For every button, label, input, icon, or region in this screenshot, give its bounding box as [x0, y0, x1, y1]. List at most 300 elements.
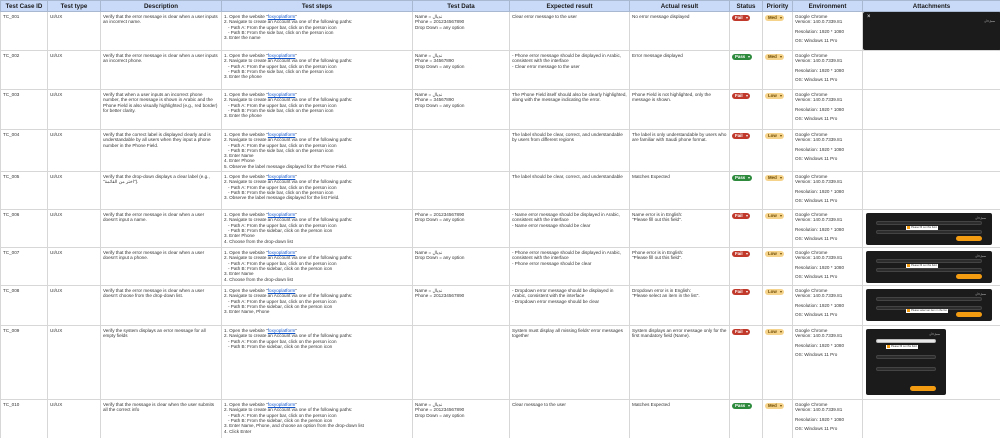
test-step-line: 2. Navigate to create an Account via one of the following paths: [224, 179, 353, 185]
environment-cell[interactable] [793, 90, 863, 130]
priority-cell [763, 210, 793, 248]
status-cell [730, 286, 763, 326]
step-text: " [295, 92, 297, 97]
environment-cell[interactable] [793, 12, 863, 51]
actual-cell[interactable] [630, 326, 730, 400]
data-cell[interactable] [413, 286, 510, 326]
status-cell [730, 326, 763, 400]
description-cell[interactable]: Verify that when a user inputs an incorrect phone number, the error message is shown in Arabic and the Phone Field is also visually highlighted (e.g., red border) for better clarity. [101, 90, 222, 130]
table-row [1, 286, 1000, 326]
warning-icon [887, 345, 890, 348]
table-row [1, 12, 1000, 51]
header-row [1, 1, 1000, 12]
environment-line: Google Chrome [795, 288, 828, 294]
submit-button-preview [956, 236, 982, 241]
data-cell-line: Phone = 20123456789​0 [415, 19, 465, 25]
status-cell [730, 90, 763, 130]
test-case-id-cell[interactable]: TC_004 [1, 130, 48, 172]
actual-cell[interactable] [630, 286, 730, 326]
tooltip-text: Please fill out this field. [891, 345, 918, 349]
actual-cell-line: Error message displayed [632, 53, 683, 58]
website-link[interactable]: foxyoplatform [267, 132, 296, 137]
environment-cell[interactable] [793, 210, 863, 248]
data-cell-line: Name = نديال [415, 250, 443, 256]
test-case-id-cell[interactable]: TC_003 [1, 90, 48, 130]
table-body [1, 12, 1000, 438]
environment-line: Resolution: 1920 * 1080 [795, 416, 845, 422]
environment-line: Google Chrome [795, 53, 828, 58]
actual-cell-line: Matches Expected [632, 402, 670, 408]
test-case-id-cell[interactable]: TC_010 [1, 400, 48, 438]
test-type-cell[interactable]: UI/UX [48, 90, 101, 130]
step-text: 1. Open the website " [224, 328, 268, 334]
priority-dropdown[interactable]: Med [765, 15, 784, 21]
status-cell [730, 172, 763, 210]
column-header[interactable]: Environment [793, 1, 863, 12]
attachments-cell[interactable] [863, 130, 1000, 172]
environment-line: Version: 140.0.7339.81 [795, 217, 843, 223]
priority-dropdown[interactable]: Med [765, 175, 784, 181]
actual-cell[interactable] [630, 248, 730, 286]
actual-cell[interactable] [630, 172, 730, 210]
data-cell[interactable] [413, 172, 510, 210]
attachments-cell[interactable] [863, 172, 1000, 210]
data-cell-line: Name = نديال [415, 14, 443, 19]
environment-cell[interactable] [793, 400, 863, 438]
test-type-cell[interactable]: UI/UX [48, 130, 101, 172]
expected-cell-line: The Phone Field itself should also be clearly highlighted, along with the message indicating the error. [512, 92, 627, 103]
step-text: 1. Open the website " [224, 14, 268, 19]
data-cell[interactable] [413, 400, 510, 438]
priority-cell [763, 172, 793, 210]
test-case-id-cell[interactable]: TC_001 [1, 12, 48, 51]
environment-line: Version: 140.0.7339.81 [795, 179, 843, 185]
website-link[interactable]: foxyoplatform [267, 402, 296, 408]
test-step-line: 4. Choose from the drop-down list [224, 276, 293, 282]
test-step-line: - Path B: From the side bar, click on the person icon [228, 29, 334, 35]
test-step-line: - Path A: From the upper bar, click on the person icon [228, 184, 337, 190]
environment-line: OS: Windows 11 Pro [795, 351, 838, 357]
screenshot-label: سجل الآن [984, 20, 995, 23]
test-step-line: - Path B: From the sidebar, click on the person icon [228, 303, 333, 309]
description-cell[interactable]: Verify that the error message is clear when a user inputs an incorrect name. [101, 12, 222, 51]
environment-line: OS: Windows 11 Pro [795, 311, 838, 317]
priority-dropdown[interactable]: Low [765, 251, 784, 257]
data-cell-line: Drop Down = any option [415, 217, 465, 223]
test-step-line: - Path B: From the side bar, click on the person icon [228, 68, 334, 74]
status-dropdown[interactable]: Pass [732, 403, 752, 409]
environment-line: Resolution: 1920 * 1080 [795, 188, 845, 194]
description-cell[interactable]: Verify that the error message is clear when a user inputs an incorrect phone. [101, 51, 222, 90]
test-step-line: - Path B: From the side bar, click on the person icon [228, 189, 334, 195]
form-field [876, 230, 982, 234]
test-steps-cell[interactable] [222, 248, 413, 286]
expected-cell-line: - Phone error message should be clear [512, 260, 592, 266]
step-text: " [295, 14, 297, 19]
status-dropdown[interactable]: Fail [732, 93, 750, 99]
test-step-line: 3. Enter the phone [224, 113, 262, 119]
actual-cell[interactable] [630, 51, 730, 90]
environment-line: Resolution: 1920 * 1080 [795, 146, 845, 152]
description-cell[interactable]: Verify that the correct label is displayed clearly and is understandable by all users when they input a phone number in the Phone Field. [101, 130, 222, 172]
screenshot-label: سجل الآن [929, 333, 940, 337]
test-steps-cell[interactable] [222, 400, 413, 438]
environment-line: Resolution: 1920 * 1080 [795, 342, 845, 348]
priority-cell [763, 248, 793, 286]
table-row [1, 400, 1000, 438]
test-type-cell[interactable]: UI/UX [48, 12, 101, 51]
expected-cell-line: - Name error message should be clear [512, 222, 591, 228]
attachments-cell[interactable] [863, 51, 1000, 90]
test-type-cell[interactable]: UI/UX [48, 400, 101, 438]
test-step-line: 3. Enter the phone [224, 74, 262, 80]
expected-cell[interactable] [510, 130, 630, 172]
data-cell[interactable] [413, 51, 510, 90]
environment-cell[interactable] [793, 326, 863, 400]
test-type-cell[interactable]: UI/UX [48, 172, 101, 210]
test-case-id-cell[interactable]: TC_008 [1, 286, 48, 326]
data-cell[interactable] [413, 12, 510, 51]
environment-line: Resolution: 1920 * 1080 [795, 28, 845, 34]
step-text: " [295, 174, 297, 180]
test-step-line: - Path A: From the upper bar, click on the person icon [228, 142, 337, 148]
priority-dropdown[interactable]: Low [765, 213, 784, 219]
actual-cell[interactable] [630, 400, 730, 438]
validation-tooltip [906, 226, 938, 230]
test-step-line: 4. Enter Phone [224, 158, 255, 164]
environment-line: Resolution: 1920 * 1080 [795, 226, 845, 232]
priority-dropdown[interactable]: Low [765, 329, 784, 335]
step-text: " [295, 53, 297, 58]
table-row [1, 130, 1000, 172]
attachments-cell[interactable] [863, 210, 1000, 248]
environment-line: Version: 140.0.7339.81 [795, 407, 843, 413]
data-cell-line: Phone = 201234567890 [415, 293, 465, 299]
website-link[interactable]: foxyoplatform [267, 328, 296, 334]
column-header[interactable]: Description [101, 1, 222, 12]
column-header[interactable]: Test type [48, 1, 101, 12]
test-steps-cell[interactable] [222, 326, 413, 400]
test-step-line: - Path B: From the side bar, click on the person icon [228, 147, 334, 153]
status-dropdown[interactable]: Pass [732, 54, 752, 60]
test-type-cell[interactable]: UI/UX [48, 326, 101, 400]
priority-cell [763, 90, 793, 130]
website-link[interactable]: foxyoplatform [267, 174, 296, 180]
status-dropdown[interactable]: Fail [732, 289, 750, 295]
expected-cell[interactable] [510, 326, 630, 400]
warning-icon [907, 226, 910, 229]
priority-dropdown[interactable]: Med [765, 54, 784, 60]
data-cell-line: Name = نديال [415, 92, 443, 97]
test-step-line: - Path B: From the sidebar, click on the person icon [228, 227, 333, 233]
test-step-line: - Path A: From the upper bar, click on the person icon [228, 24, 337, 30]
environment-cell[interactable] [793, 51, 863, 90]
status-cell [730, 130, 763, 172]
environment-line: Google Chrome [795, 14, 828, 19]
column-header[interactable]: Test Data [413, 1, 510, 12]
website-link[interactable]: foxyoplatform [267, 212, 296, 218]
environment-line: Resolution: 1920 * 1080 [795, 264, 845, 270]
form-field [876, 259, 982, 263]
website-link[interactable]: foxyoplatform [267, 14, 296, 19]
status-cell [730, 248, 763, 286]
expected-cell-line: The label should be clear, correct, and understandable by users from different regions [512, 132, 623, 143]
test-step-line: - Path A: From the upper bar, click on the person icon [228, 102, 337, 108]
description-cell[interactable]: Verify that the error message is clear when a user doesn't input a phone. [101, 248, 222, 286]
environment-cell[interactable] [793, 172, 863, 210]
test-step-line: - Path A: From the upper bar, click on the person icon [228, 222, 337, 228]
attachment-screenshot[interactable] [863, 12, 1000, 50]
test-step-line: - Path A: From the upper bar, click on the person icon [228, 260, 337, 266]
screenshot-label: سجل الآن [975, 217, 986, 221]
expected-cell-line: - Dropdown error message should be displayed in Arabic, consistent with the interface [512, 288, 614, 299]
table-row [1, 248, 1000, 286]
step-text: 1. Open the website " [224, 53, 268, 58]
screenshot-label: سجل الآن [975, 255, 986, 259]
test-steps-cell[interactable] [222, 172, 413, 210]
test-step-line: 2. Navigate to create an Account via one of the following paths: [224, 407, 353, 413]
data-cell-line: Phone = 34567890 [415, 58, 454, 64]
tooltip-text: Please select an item in the list. [911, 309, 948, 313]
validation-tooltip [906, 264, 938, 268]
test-step-line: 2. Navigate to create an Account via one of the following paths: [224, 255, 353, 261]
column-header[interactable]: Test Case ID [1, 1, 48, 12]
data-cell[interactable] [413, 248, 510, 286]
environment-line: Version: 140.0.7339.81 [795, 58, 843, 64]
data-cell-line: Name = نديال [415, 53, 443, 58]
actual-cell[interactable] [630, 130, 730, 172]
status-dropdown[interactable]: Fail [732, 213, 750, 219]
environment-line: OS: Windows 11 Pro [795, 37, 838, 43]
status-dropdown[interactable]: Fail [732, 15, 750, 21]
step-text: 1. Open the website " [224, 250, 268, 256]
status-cell [730, 51, 763, 90]
actual-cell-line: The label is only understandable by users who are familiar with Saudi phone format. [632, 132, 727, 143]
expected-cell-line: The label should be clear, correct, and understandable [512, 174, 623, 180]
expected-cell[interactable] [510, 210, 630, 248]
attachment-screenshot[interactable] [866, 251, 992, 283]
status-dropdown[interactable]: Fail [732, 329, 750, 335]
step-text: " [295, 212, 297, 218]
description-cell[interactable]: Verify that the error message is clear when a user doesn't input a name. [101, 210, 222, 248]
test-step-line: 2. Navigate to create an Account via one of the following paths: [224, 333, 353, 339]
environment-cell[interactable] [793, 286, 863, 326]
status-dropdown[interactable]: Fail [732, 133, 750, 139]
test-type-cell[interactable]: UI/UX [48, 286, 101, 326]
description-cell[interactable]: Verify that the drop-down displays a clear label (e.g., "اختر من القائمة"). [101, 172, 222, 210]
data-cell-line: Name = نديال [415, 402, 443, 408]
expected-cell-line: - Name error message should be displayed in Arabic, consistent with the interface [512, 212, 621, 223]
data-cell-line: Phone = 201234567890 [415, 212, 465, 218]
test-steps-cell[interactable] [222, 51, 413, 90]
form-field [876, 297, 982, 301]
environment-line: Google Chrome [795, 402, 828, 408]
attachments-cell[interactable] [863, 286, 1000, 326]
table-row [1, 51, 1000, 90]
test-type-cell[interactable]: UI/UX [48, 51, 101, 90]
expected-cell-line: Clear error message to the user [512, 14, 577, 19]
data-cell-line: Drop Down = any option [415, 63, 465, 69]
warning-icon [907, 309, 910, 312]
actual-cell[interactable] [630, 90, 730, 130]
data-cell-line: Phone = 34567890 [415, 97, 454, 103]
column-header[interactable]: Expected result [510, 1, 630, 12]
test-step-line: 2. Navigate to create an Account via one of the following paths: [224, 217, 353, 223]
step-text: 1. Open the website " [224, 132, 268, 137]
test-type-cell[interactable]: UI/UX [48, 248, 101, 286]
expected-cell[interactable] [510, 248, 630, 286]
description-cell[interactable]: Verify that the error message is clear when a user doesn't choose from the drop-down list. [101, 286, 222, 326]
status-dropdown[interactable]: Fail [732, 251, 750, 257]
expected-cell-line: - Clear error message to the user [512, 63, 580, 69]
test-step-line: - Path B: From the side bar, click on the person icon [228, 107, 334, 113]
environment-line: Google Chrome [795, 132, 828, 137]
column-header[interactable]: Actual result [630, 1, 730, 12]
attachments-cell[interactable] [863, 12, 1000, 51]
description-cell[interactable]: Verify the system displays an error message for all empty fields [101, 326, 222, 400]
tooltip-text: Please fill out this field. [911, 264, 938, 268]
environment-line: OS: Windows 11 Pro [795, 76, 838, 82]
attachments-cell[interactable] [863, 326, 1000, 400]
actual-cell[interactable] [630, 12, 730, 51]
test-step-line: - Path A: From the upper bar, click on the person icon [228, 412, 337, 418]
website-link[interactable]: foxyoplatform [267, 288, 296, 294]
priority-cell [763, 51, 793, 90]
attachment-screenshot[interactable] [866, 329, 946, 395]
validation-tooltip [886, 345, 918, 349]
actual-cell-line: "Please select an item in the list". [632, 293, 700, 299]
attachments-cell[interactable] [863, 400, 1000, 438]
step-text: 1. Open the website " [224, 92, 268, 97]
website-link[interactable]: foxyoplatform [267, 250, 296, 256]
priority-dropdown[interactable]: Med [765, 403, 784, 409]
test-case-id-cell[interactable]: TC_007 [1, 248, 48, 286]
attachments-cell[interactable] [863, 90, 1000, 130]
status-dropdown[interactable]: Pass [732, 175, 752, 181]
actual-cell-line: Matches Expected [632, 174, 670, 180]
warning-icon [907, 264, 910, 267]
column-header[interactable]: Priority [763, 1, 793, 12]
test-step-line: 3. Observe the label message displayed for the list Field. [224, 195, 340, 201]
expected-cell[interactable] [510, 12, 630, 51]
test-steps-cell[interactable] [222, 12, 413, 51]
attachment-screenshot[interactable] [866, 213, 992, 245]
test-steps-cell[interactable] [222, 90, 413, 130]
environment-line: OS: Windows 11 Pro [795, 273, 838, 279]
close-icon[interactable]: × [867, 14, 871, 20]
environment-cell[interactable] [793, 130, 863, 172]
expected-cell-line: - Phone error message should be displayed in Arabic, consistent with the interface [512, 53, 622, 64]
environment-line: Google Chrome [795, 174, 828, 180]
priority-cell [763, 12, 793, 51]
actual-cell-line: "Please fill out this field". [632, 217, 682, 223]
test-step-line: 2. Navigate to create an Account via one of the following paths: [224, 137, 353, 143]
actual-cell-line: System displays an error message only for the first mandatory field (Name). [632, 328, 727, 339]
actual-cell-line: No error message displayed [632, 14, 690, 19]
priority-cell [763, 130, 793, 172]
test-case-id-cell[interactable]: TC_009 [1, 326, 48, 400]
data-cell-line: Name = نديال [415, 288, 443, 294]
form-field [876, 221, 982, 225]
test-steps-cell[interactable] [222, 286, 413, 326]
test-case-id-cell[interactable]: TC_002 [1, 51, 48, 90]
data-cell-line: Drop Down = any option [415, 255, 465, 261]
expected-cell[interactable] [510, 172, 630, 210]
test-step-line: - Path B: From the sidebar, click on the person icon [228, 265, 333, 271]
status-cell [730, 400, 763, 438]
data-cell-line: Drop Down = any option [415, 412, 465, 418]
attachment-screenshot[interactable] [866, 289, 992, 321]
test-step-line: 4. Click Enter [224, 428, 252, 434]
environment-line: Google Chrome [795, 328, 828, 334]
data-cell[interactable] [413, 90, 510, 130]
test-step-line: 2. Navigate to create an Account via one of the following paths: [224, 97, 353, 103]
priority-dropdown[interactable]: Low [765, 289, 784, 295]
test-steps-cell[interactable] [222, 130, 413, 172]
table-row [1, 90, 1000, 130]
column-header[interactable]: Attachments [863, 1, 1000, 12]
environment-cell[interactable] [793, 248, 863, 286]
expected-cell[interactable] [510, 51, 630, 90]
environment-line: Resolution: 1920 * 1080 [795, 106, 845, 112]
description-cell[interactable]: Verify that the message is clear when the user submits all the correct info [101, 400, 222, 438]
test-steps-cell[interactable] [222, 210, 413, 248]
attachments-cell[interactable] [863, 248, 1000, 286]
expected-cell[interactable] [510, 90, 630, 130]
environment-line: OS: Windows 11 Pro [795, 235, 838, 241]
test-step-line: - Path A: From the upper bar, click on the person icon [228, 338, 337, 344]
test-type-cell[interactable]: UI/UX [48, 210, 101, 248]
submit-button-preview [956, 312, 982, 317]
test-step-line: 3. Enter Phone [224, 233, 255, 239]
website-link[interactable]: foxyoplatform [267, 92, 296, 97]
environment-line: OS: Windows 11 Pro [795, 425, 838, 431]
table-row [1, 210, 1000, 248]
data-cell[interactable] [413, 210, 510, 248]
step-text: 1. Open the website " [224, 212, 268, 218]
screenshot-label: سجل الآن [975, 293, 986, 297]
test-step-line: 3. Enter Name [224, 271, 254, 277]
priority-dropdown[interactable]: Low [765, 133, 784, 139]
tooltip-text: Please fill out this field. [911, 226, 938, 230]
test-case-id-cell[interactable]: TC_005 [1, 172, 48, 210]
data-cell[interactable] [413, 130, 510, 172]
expected-cell[interactable] [510, 400, 630, 438]
environment-line: Version: 140.0.7339.81 [795, 255, 843, 261]
environment-line: Google Chrome [795, 250, 828, 256]
test-case-id-cell[interactable]: TC_006 [1, 210, 48, 248]
data-cell[interactable] [413, 326, 510, 400]
actual-cell[interactable] [630, 210, 730, 248]
website-link[interactable]: foxyoplatform [267, 53, 296, 58]
priority-cell [763, 326, 793, 400]
test-step-line: 3. Enter Name, Phone, and choose an option from the drop-down list [224, 423, 364, 429]
expected-cell-line: - Dropdown error message should be clear [512, 298, 600, 304]
expected-cell[interactable] [510, 286, 630, 326]
column-header[interactable]: Test steps [222, 1, 413, 12]
step-text: 1. Open the website " [224, 174, 268, 180]
actual-cell-line: Dropdown error is in English: [632, 288, 691, 294]
submit-button-preview [910, 386, 936, 391]
priority-dropdown[interactable]: Low [765, 93, 784, 99]
test-step-line: 4. Choose from the drop-down list [224, 238, 293, 244]
actual-cell-line: Phone error is in English: [632, 250, 684, 256]
actual-cell-line: "Please fill out this field". [632, 255, 682, 261]
test-step-line: 2. Navigate to create an Account via one of the following paths: [224, 293, 353, 299]
status-cell [730, 210, 763, 248]
column-header[interactable]: Status [730, 1, 763, 12]
step-text: " [295, 250, 297, 256]
